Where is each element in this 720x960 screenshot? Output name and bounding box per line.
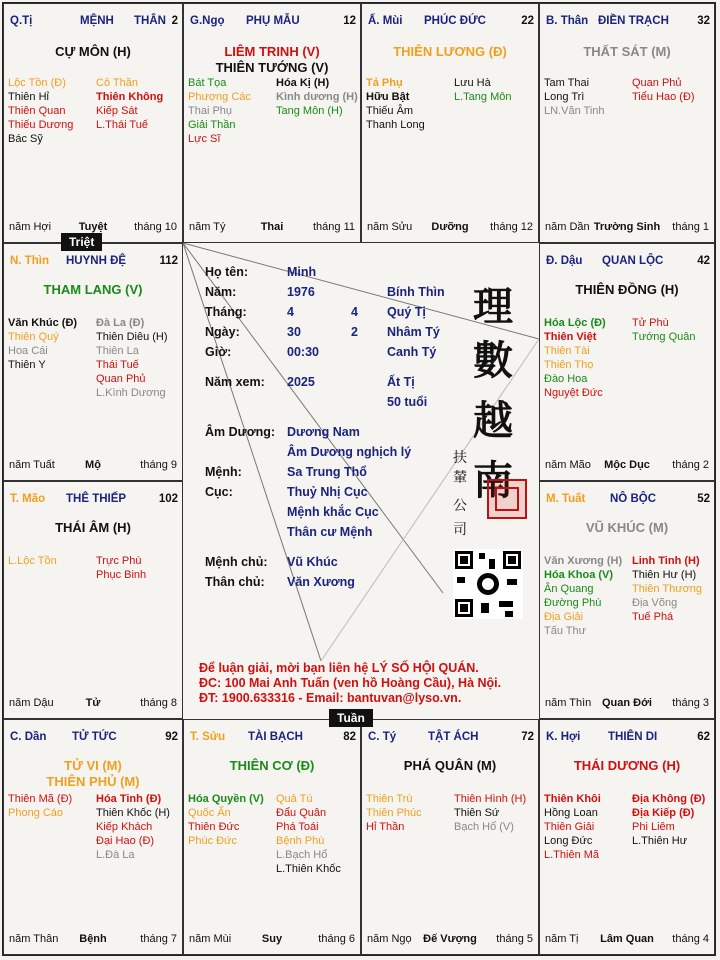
palace-no-boc[interactable] (539, 481, 715, 719)
menh-label: Mệnh: (205, 465, 242, 479)
cuc-label: Cục: (205, 485, 233, 499)
main-star: THÁI ÂM (H) (55, 520, 131, 535)
branch: B. Thân (546, 15, 589, 27)
star: Tang Môn (H) (276, 105, 343, 117)
name-value: Minh (287, 265, 317, 279)
star: Địa Không (Đ) (632, 793, 706, 805)
main-star: THIÊN TƯỚNG (V) (215, 60, 329, 75)
star: Thiên La (96, 345, 139, 357)
star: Địa Giải (544, 611, 584, 623)
am-duong-note: Âm Dương nghịch lý (287, 445, 412, 459)
star: Hỉ Thần (366, 821, 405, 833)
star: Thiên Hư (H) (632, 569, 697, 581)
foot-year: năm Thân (9, 933, 59, 945)
star: Tả Phụ (366, 77, 403, 89)
foot-month: tháng 9 (140, 459, 177, 471)
palace-number: 112 (159, 255, 178, 267)
palace-tat-ach[interactable] (361, 719, 539, 955)
main-star: CỰ MÔN (H) (55, 44, 131, 59)
foot-month: tháng 5 (496, 933, 533, 945)
day-label: Ngày: (205, 325, 240, 339)
star: Thiếu Âm (366, 105, 414, 117)
star: Hữu Bật (366, 91, 410, 103)
star: Quan Phủ (632, 77, 682, 89)
palace-tai-bach[interactable] (183, 719, 361, 955)
star: Quả Tú (276, 793, 313, 805)
palace-name: TẬT ÁCH (428, 731, 479, 743)
foot-month: tháng 2 (672, 459, 709, 471)
palace-number: 42 (697, 255, 710, 267)
contact-phone-email: ĐT: 1900.633316 - Email: bantuvan@lyso.vn. (199, 691, 462, 705)
star: Thiên Khốc (H) (96, 807, 170, 819)
palace-number: 52 (697, 493, 710, 505)
month-value: 4 (287, 305, 294, 319)
palace-number: 92 (165, 731, 178, 743)
star: Thiên Hỉ (8, 91, 49, 103)
red-seal-stamp (487, 479, 527, 519)
hour-value: 00:30 (287, 345, 319, 359)
month-lunar: 4 (351, 305, 358, 319)
main-star: THAM LANG (V) (43, 282, 143, 297)
star: Văn Khúc (Đ) (8, 317, 78, 329)
branch: Ấ. Mùi (368, 15, 403, 27)
branch: Q.Tị (10, 15, 33, 27)
year-value: 1976 (287, 285, 315, 299)
palace-number: 62 (697, 731, 710, 743)
center-info-panel (183, 243, 539, 719)
star: Địa Võng (632, 597, 678, 609)
day-lunar: 2 (351, 325, 358, 339)
foot-phase: Trường Sinh (593, 221, 661, 233)
calligraphy-char: 南 (473, 457, 513, 504)
main-star: LIÊM TRINH (V) (224, 44, 320, 59)
star: Kiếp Sát (96, 105, 138, 117)
palace-name: THIÊN DI (608, 731, 658, 743)
foot-phase: Dưỡng (431, 221, 469, 233)
star: Thiên Việt (544, 331, 597, 343)
star: Quan Phủ (96, 373, 146, 385)
star: Thiên Quan (8, 105, 66, 117)
star: L.Lộc Tồn (8, 555, 57, 567)
foot-month: tháng 4 (672, 933, 709, 945)
contact-info (199, 661, 501, 706)
star: Thiên Trù (366, 793, 413, 805)
branch: Đ. Dậu (546, 255, 583, 267)
than-chu-label: Thân chủ: (205, 575, 265, 589)
foot-month: tháng 7 (140, 933, 177, 945)
star: Bệnh Phù (276, 835, 325, 847)
star: Đà La (Đ) (96, 317, 145, 329)
name-label: Họ tên: (205, 265, 249, 279)
branch: T. Sửu (190, 731, 226, 743)
star: Kiếp Khách (96, 821, 153, 833)
star: Linh Tinh (H) (632, 555, 700, 567)
foot-phase: Quan Đới (602, 697, 652, 709)
main-star: THIÊN ĐỒNG (H) (575, 282, 679, 297)
foot-month: tháng 3 (672, 697, 709, 709)
star: Hoa Cái (8, 345, 48, 357)
star: L.Thiên Khốc (276, 863, 341, 875)
triet-marker: Triệt (61, 233, 102, 251)
star: Thiên Tài (544, 345, 590, 357)
main-star: THẤT SÁT (M) (583, 44, 671, 59)
foot-phase: Lâm Quan (600, 933, 654, 945)
star: L.Tang Môn (454, 91, 512, 103)
palace-thien-di[interactable] (539, 719, 715, 955)
star: L.Đà La (96, 849, 135, 861)
palace-number: 72 (521, 731, 534, 743)
palace-name: THÊ THIẾP (66, 493, 127, 505)
star: Tử Phù (632, 317, 669, 329)
hour-can-chi: Canh Tý (387, 345, 437, 359)
main-star: THÁI DƯƠNG (H) (573, 758, 681, 773)
star: Phi Liêm (632, 821, 675, 833)
calligraphy-char: 數 (473, 337, 513, 384)
star: L.Bạch Hổ (276, 849, 328, 861)
branch: N. Thìn (10, 255, 49, 267)
foot-phase: Mộ (85, 459, 101, 471)
star: L.Thiên Hư (632, 835, 688, 847)
am-duong-value: Dương Nam (287, 425, 360, 439)
palace-menh[interactable] (3, 3, 183, 243)
foot-phase: Suy (261, 933, 283, 945)
star: Cô Thần (96, 77, 138, 89)
star: Hóa Quyền (V) (188, 793, 264, 805)
calligraphy-char: 理 (473, 283, 513, 330)
foot-year: năm Tị (545, 933, 579, 945)
foot-year: năm Dậu (9, 697, 54, 709)
star: Lực Sĩ (188, 133, 221, 145)
foot-year: năm Ngọ (367, 933, 412, 945)
view-year-value: 2025 (287, 375, 315, 389)
foot-phase: Đế Vượng (423, 933, 477, 945)
view-year-can-chi: Ất Tị (387, 375, 415, 389)
hour-label: Giờ: (205, 345, 232, 359)
star: Thiên Sứ (454, 807, 500, 819)
star: Thai Phụ (188, 105, 233, 117)
star: L.Thái Tuế (96, 119, 148, 131)
palace-number: 12 (343, 15, 356, 27)
star: Thiên Giải (544, 821, 595, 833)
main-star: VŨ KHÚC (M) (585, 520, 669, 535)
main-star: TỬ VI (M) (64, 758, 122, 773)
star: Đại Hao (Đ) (96, 835, 155, 847)
main-star: THIÊN CƠ (Đ) (229, 758, 315, 773)
star: L.Kình Dương (96, 387, 166, 399)
star: Thanh Long (366, 119, 425, 131)
star: Bát Tọa (188, 77, 227, 89)
star: Kình dương (H) (276, 91, 358, 103)
star: Trực Phù (96, 555, 142, 567)
star: Phúc Đức (188, 835, 237, 847)
star: Thiên Diêu (H) (96, 331, 168, 343)
star: Nguyệt Đức (544, 387, 603, 399)
foot-year: năm Hợi (9, 221, 52, 233)
star: Thiên Không (96, 91, 164, 103)
palace-name: NÔ BỘC (610, 493, 656, 505)
branch: T. Mão (10, 493, 46, 505)
star: Địa Kiếp (Đ) (632, 807, 695, 819)
foot-year: năm Tuất (9, 459, 55, 471)
view-year-label: Năm xem: (205, 375, 265, 389)
contact-line: Để luận giải, mời bạn liên hệ LÝ SỐ HỘI QUÁN. (199, 661, 479, 675)
star: Thiếu Dương (8, 119, 74, 131)
day-value: 30 (287, 325, 301, 339)
star: Tấu Thư (544, 625, 587, 637)
star: Bạch Hổ (V) (454, 821, 514, 833)
star: Phá Toái (276, 821, 319, 833)
foot-year: năm Mùi (189, 933, 232, 945)
palace-huynh-de[interactable] (3, 243, 183, 481)
star: Đẩu Quân (276, 807, 327, 819)
star: Thiên Y (8, 359, 46, 371)
seal-char: 扶 (453, 450, 467, 466)
foot-month: tháng 1 (672, 221, 709, 233)
star: Hóa Khoa (V) (544, 569, 614, 581)
branch: C. Tý (368, 731, 397, 743)
main-star: PHÁ QUÂN (M) (403, 758, 497, 773)
than-chu-value: Văn Xương (287, 575, 355, 589)
star: Ân Quang (544, 583, 594, 595)
palace-name: ĐIỀN TRẠCH (598, 15, 669, 27)
palace-name: PHỤ MẪU (246, 15, 300, 27)
tu-vi-chart (2, 2, 716, 956)
cuc-value: Thuỷ Nhị Cục (287, 485, 368, 499)
star: Đường Phù (544, 597, 602, 609)
foot-phase: Thai (260, 221, 284, 233)
year-label: Năm: (205, 285, 237, 299)
main-star: THIÊN LƯƠNG (Đ) (393, 44, 507, 59)
star: Thiên Mã (Đ) (8, 793, 73, 805)
calligraphy-char: 越 (473, 397, 513, 444)
branch: C. Dần (10, 731, 47, 743)
star: Thái Tuế (96, 359, 139, 371)
star: Tam Thai (544, 77, 590, 89)
foot-phase: Mộc Dục (604, 459, 650, 471)
foot-phase: Tuyệt (78, 221, 108, 233)
palace-phuc-duc[interactable] (361, 3, 539, 243)
star: Hồng Loan (544, 807, 598, 819)
foot-month: tháng 6 (318, 933, 355, 945)
menh-value: Sa Trung Thổ (287, 465, 367, 479)
palace-number: 2 (171, 15, 178, 27)
star: Thiên Quý (8, 331, 59, 343)
star: Quốc Ấn (188, 807, 231, 819)
star: Lưu Hà (454, 77, 491, 89)
foot-month: tháng 8 (140, 697, 177, 709)
star: L.Thiên Mã (544, 849, 600, 861)
star: Phượng Các (188, 91, 251, 103)
palace-number: 22 (521, 15, 534, 27)
star: Thiên Phúc (366, 807, 422, 819)
foot-phase: Bệnh (79, 933, 107, 945)
star: Thiên Thương (632, 583, 703, 595)
star: Tuế Phá (632, 611, 674, 623)
body-marker: THÂN (134, 15, 166, 27)
seal-char: 公 (453, 498, 467, 514)
foot-month: tháng 12 (490, 221, 533, 233)
star: Đào Hoa (544, 373, 588, 385)
palace-name: PHÚC ĐỨC (424, 15, 486, 27)
palace-tu-tuc[interactable] (3, 719, 183, 955)
star: Hóa Kị (H) (276, 77, 330, 89)
month-label: Tháng: (205, 305, 247, 319)
star: Long Đức (544, 835, 593, 847)
foot-phase: Tử (85, 697, 101, 709)
palace-name: MỆNH (80, 15, 114, 27)
branch: M. Tuất (546, 493, 586, 505)
star: Giải Thần (188, 119, 236, 131)
star: Thiên Hình (H) (454, 793, 527, 805)
foot-year: năm Thìn (545, 697, 592, 709)
palace-phu-mau[interactable] (183, 3, 361, 243)
star: Hóa Lộc (Đ) (544, 317, 606, 329)
branch: K. Hợi (546, 731, 581, 743)
qr-code (453, 549, 523, 619)
star: Phục Binh (96, 569, 147, 581)
star: Văn Xương (H) (544, 555, 623, 567)
star: Thiên Đức (188, 821, 240, 833)
star: Lộc Tồn (Đ) (8, 77, 66, 89)
star: Thiên Khôi (544, 793, 601, 805)
seal-char: 司 (453, 522, 467, 538)
palace-name: TÀI BẠCH (248, 731, 303, 743)
seal-char: 輦 (453, 470, 467, 486)
than-position: Thân cư Mệnh (287, 525, 373, 539)
day-can-chi: Nhâm Tý (387, 325, 440, 339)
palace-quan-loc[interactable] (539, 243, 715, 481)
age: 50 tuổi (387, 395, 428, 409)
palace-name: TỬ TỨC (72, 731, 117, 743)
star: Thiên Thọ (544, 359, 594, 371)
main-star: THIÊN PHỦ (M) (46, 774, 140, 789)
star: Bác Sỹ (8, 133, 43, 145)
palace-number: 102 (158, 493, 178, 505)
month-can-chi: Quý Tị (387, 305, 426, 319)
menh-chu-value: Vũ Khúc (287, 555, 338, 569)
palace-name: HUYNH ĐỆ (66, 255, 127, 267)
foot-year: năm Mão (545, 459, 591, 471)
star: Long Trì (544, 91, 585, 103)
palace-the-thiep[interactable] (3, 481, 183, 719)
foot-year: năm Sửu (367, 221, 413, 233)
menh-chu-label: Mệnh chủ: (205, 555, 268, 569)
palace-number: 32 (697, 15, 710, 27)
star: Tướng Quân (632, 331, 696, 343)
star: Phong Cáo (8, 807, 64, 819)
palace-name: QUAN LỘC (602, 255, 664, 267)
foot-year: năm Tý (189, 221, 226, 233)
star: Hóa Tinh (Đ) (96, 793, 162, 805)
palace-number: 82 (343, 731, 356, 743)
foot-month: tháng 10 (134, 221, 177, 233)
foot-year: năm Dần (545, 221, 590, 233)
contact-address: ĐC: 100 Mai Anh Tuấn (ven hồ Hoàng Cầu), Hà Nội. (199, 676, 502, 690)
star: Tiểu Hao (Đ) (632, 91, 695, 103)
tuan-marker: Tuần (329, 709, 373, 727)
star: LN.Văn Tinh (544, 105, 605, 117)
branch: G.Ngọ (190, 15, 225, 27)
year-can-chi: Bính Thìn (387, 285, 445, 299)
foot-month: tháng 11 (312, 221, 355, 233)
am-duong-label: Âm Dương: (205, 425, 276, 439)
cuc-relation: Mệnh khắc Cục (287, 505, 379, 519)
palace-dien-trach[interactable] (539, 3, 715, 243)
